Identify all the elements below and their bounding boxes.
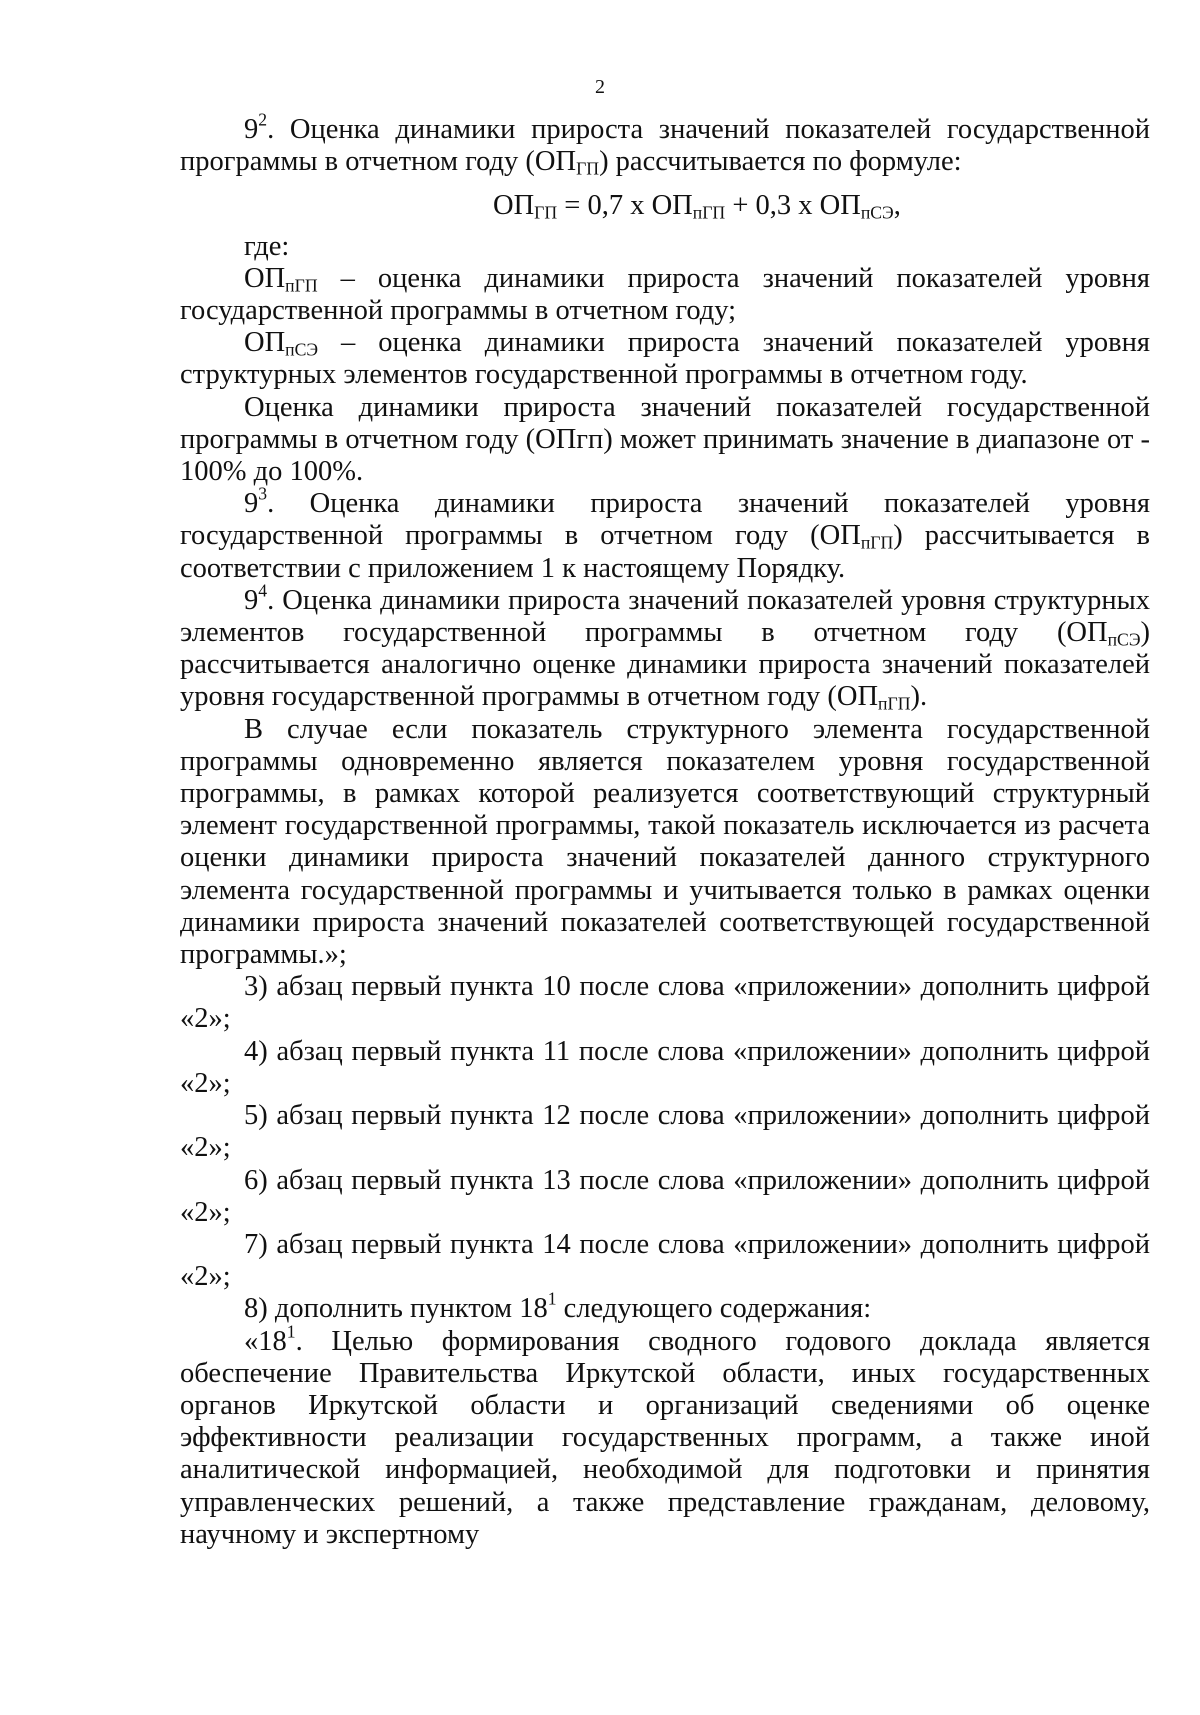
- paragraph-text: . Оценка динамики прироста значений показателей уровня структурных элементов государственной программы в отчетном году (ОП: [180, 584, 1150, 649]
- subscript: пСЭ: [860, 202, 894, 223]
- item-text: 8) дополнить пунктом 18: [244, 1293, 548, 1325]
- subscript: пСЭ: [285, 339, 319, 360]
- paragraph-number: 9: [244, 114, 259, 145]
- definition-op-pse: [180, 327, 1150, 391]
- term: ОП: [244, 327, 286, 359]
- superscript: 2: [258, 109, 268, 130]
- subscript: ГП: [534, 202, 558, 223]
- list-item-4: 4) абзац первый пункта 11 после слова «приложении» дополнить цифрой «2»;: [180, 1035, 1150, 1099]
- definition-op-pgp: [180, 263, 1150, 327]
- subscript: пГП: [285, 275, 318, 296]
- subscript: пГП: [692, 202, 726, 223]
- where-label: где:: [244, 230, 290, 262]
- formula-term: = 0,7 х ОП: [557, 190, 693, 222]
- superscript: 1: [286, 1321, 296, 1342]
- paragraph-text: . Оценка динамики прироста значений показателей государственной программы в отчетном году (ОП: [180, 114, 1150, 178]
- formula-term: ОП: [493, 190, 535, 222]
- paragraph-text: ) рассчитывается аналогично оценке динамики прироста значений показателей уровня государственной программы в отчетном году (ОП: [180, 617, 1150, 713]
- page-number: 2: [595, 76, 605, 98]
- paragraph-18-1: [180, 1321, 1150, 1551]
- subscript: пГП: [860, 532, 894, 553]
- formula: [180, 190, 1150, 222]
- superscript: 1: [547, 1288, 557, 1309]
- paragraph-9-3: [180, 483, 1150, 585]
- superscript: 3: [258, 483, 268, 504]
- term: ОП: [244, 262, 286, 294]
- definition-text: – оценка динамики прироста значений показателей уровня государственной программы в отчетном году;: [180, 262, 1150, 327]
- item-text: следующего содержания:: [556, 1293, 872, 1325]
- subscript: пГП: [878, 693, 911, 714]
- superscript: 4: [258, 580, 268, 601]
- paragraph-9-2: [180, 109, 1150, 179]
- list-item-6: 6) абзац первый пункта 13 после слова «приложении» дополнить цифрой «2»;: [180, 1164, 1150, 1228]
- paragraph-text: ) рассчитывается в соответствии с приложением 1 к настоящему Порядку.: [180, 520, 1150, 584]
- case-paragraph: В случае если показатель структурного элемента государственной программы одновременно является показателем уровня государственной программы, в рамках которой реализуется соответствующий структурный элемент государственной программы, такой показатель исключается из расчета оценки динамики прироста значений показателей данного структурного элемента государственной программы и учитывается только в рамках оценки динамики прироста значений показателей соответствующей государственной программы.»;: [180, 713, 1150, 971]
- list-item-3: 3) абзац первый пункта 10 после слова «приложении» дополнить цифрой «2»;: [180, 971, 1150, 1035]
- list-item-5: 5) абзац первый пункта 12 после слова «приложении» дополнить цифрой «2»;: [180, 1100, 1150, 1164]
- list-item-8: [180, 1288, 1150, 1325]
- paragraph-text: ).: [910, 681, 928, 713]
- subscript: ГП: [576, 158, 600, 179]
- range-paragraph: Оценка динамики прироста значений показателей государственной программы в отчетном году (ОПгп) может принимать значение в диапазоне от - 100% до 100%.: [180, 391, 1150, 488]
- paragraph-text: . Целью формирования сводного годового доклада является обеспечение Правительства Иркутской области, иных государственных органов Иркутской области и организаций сведениями об оценке эффективности реализации государственных программ, а также иной аналитической информацией, необходимой для подготовки и принятия управленческих решений, а также представление гражданам, деловому, научному и экспертному: [180, 1325, 1150, 1550]
- definition-text: – оценка динамики прироста значений показателей уровня структурных элементов государственной программы в отчетном году.: [180, 327, 1150, 391]
- formula-term: + 0,3 х ОП: [725, 190, 861, 222]
- paragraph-number: «18: [244, 1325, 287, 1357]
- paragraph-9-4: [180, 580, 1150, 714]
- formula-term: ,: [893, 190, 901, 222]
- paragraph-text: . Оценка динамики прироста значений показателей уровня государственной программы в отчетном году (ОП: [180, 488, 1150, 552]
- document-body: [180, 109, 1150, 1551]
- paragraph-text: ) рассчитывается по формуле:: [599, 146, 962, 178]
- subscript: пСЭ: [1107, 629, 1141, 650]
- list-item-7: 7) абзац первый пункта 14 после слова «приложении» дополнить цифрой «2»;: [180, 1228, 1150, 1293]
- paragraph-number: 9: [244, 488, 259, 520]
- paragraph-number: 9: [244, 584, 259, 616]
